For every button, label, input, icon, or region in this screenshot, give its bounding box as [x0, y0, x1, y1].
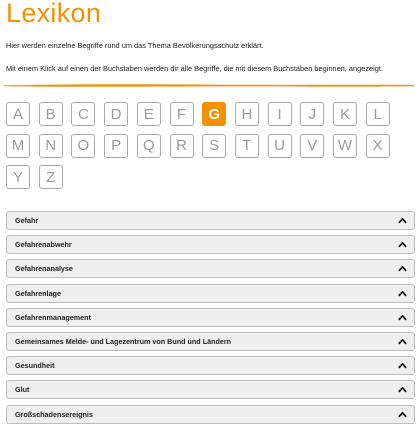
- brush-divider: [2, 82, 416, 88]
- accordion-item[interactable]: [6, 332, 415, 351]
- accordion-item-label: Gefahrenmanagement: [15, 312, 91, 322]
- accordion-item[interactable]: [6, 284, 415, 303]
- letter-button-d[interactable]: D: [104, 102, 128, 126]
- chevron-up-icon[interactable]: [398, 313, 407, 322]
- page-title: Lexikon: [6, 0, 102, 28]
- letter-button-e[interactable]: E: [137, 102, 161, 126]
- letter-button-w[interactable]: W: [333, 134, 357, 158]
- letter-button-b[interactable]: B: [39, 102, 63, 126]
- letter-button-x[interactable]: X: [366, 134, 390, 158]
- accordion-item[interactable]: [6, 405, 415, 424]
- letter-button-a[interactable]: A: [6, 102, 30, 126]
- letter-button-j[interactable]: J: [300, 102, 324, 126]
- accordion-item-label: Gemeinsames Melde- und Lagezentrum von Bund und Ländern: [15, 337, 232, 346]
- letter-button-t[interactable]: T: [235, 134, 259, 158]
- intro-text: Hier werden einzelne Begriffe rund um das Thema Bevölkerungsschutz erklärt.: [6, 41, 264, 50]
- letter-button-h[interactable]: H: [235, 102, 259, 126]
- accordion-item-label: Glut: [15, 385, 30, 395]
- letter-button-c[interactable]: C: [71, 102, 95, 126]
- chevron-up-icon[interactable]: [398, 337, 407, 346]
- chevron-up-icon[interactable]: [398, 216, 407, 225]
- chevron-up-icon[interactable]: [398, 264, 407, 273]
- letter-button-p[interactable]: P: [104, 134, 128, 158]
- letter-button-k[interactable]: K: [333, 102, 357, 126]
- instruction-text: Mit einem Klick auf einen der Buchstaben werden dir alle Begriffe, die mit diesem Buchstaben beginnen, angezeigt.: [6, 64, 384, 73]
- letter-button-f[interactable]: F: [170, 102, 194, 126]
- accordion-item[interactable]: [6, 380, 415, 399]
- letter-button-y[interactable]: Y: [6, 165, 30, 189]
- chevron-up-icon[interactable]: [398, 289, 407, 298]
- accordion-item[interactable]: [6, 308, 415, 327]
- letter-button-v[interactable]: V: [300, 134, 324, 158]
- chevron-up-icon[interactable]: [398, 361, 407, 370]
- accordion-item[interactable]: [6, 356, 415, 375]
- letter-button-r[interactable]: R: [170, 134, 194, 158]
- accordion-item[interactable]: [6, 211, 415, 230]
- chevron-up-icon[interactable]: [398, 240, 407, 249]
- letter-button-q[interactable]: Q: [137, 134, 161, 158]
- accordion-item-label: Gefahrenabwehr: [15, 240, 72, 250]
- accordion-item-label: Gefahrenlage: [15, 288, 61, 298]
- accordion-item-label: Gefahrenanalyse: [15, 264, 73, 274]
- letter-button-m[interactable]: M: [6, 134, 30, 158]
- accordion-item-label: Gefahr: [15, 216, 39, 225]
- accordion-item-label: Großschadensereignis: [15, 409, 93, 419]
- letter-button-o[interactable]: O: [71, 134, 95, 158]
- letter-button-z[interactable]: Z: [39, 165, 63, 189]
- accordion-item[interactable]: [6, 235, 415, 254]
- accordion-item[interactable]: [6, 259, 415, 278]
- letter-button-i[interactable]: I: [268, 102, 292, 126]
- letter-button-u[interactable]: U: [268, 134, 292, 158]
- chevron-up-icon[interactable]: [398, 385, 407, 394]
- letter-button-l[interactable]: L: [366, 102, 390, 126]
- letter-button-g[interactable]: G: [202, 102, 226, 126]
- letter-button-n[interactable]: N: [39, 134, 63, 158]
- accordion-item-label: Gesundheit: [15, 361, 55, 371]
- chevron-up-icon[interactable]: [398, 410, 407, 419]
- letter-button-s[interactable]: S: [202, 134, 226, 158]
